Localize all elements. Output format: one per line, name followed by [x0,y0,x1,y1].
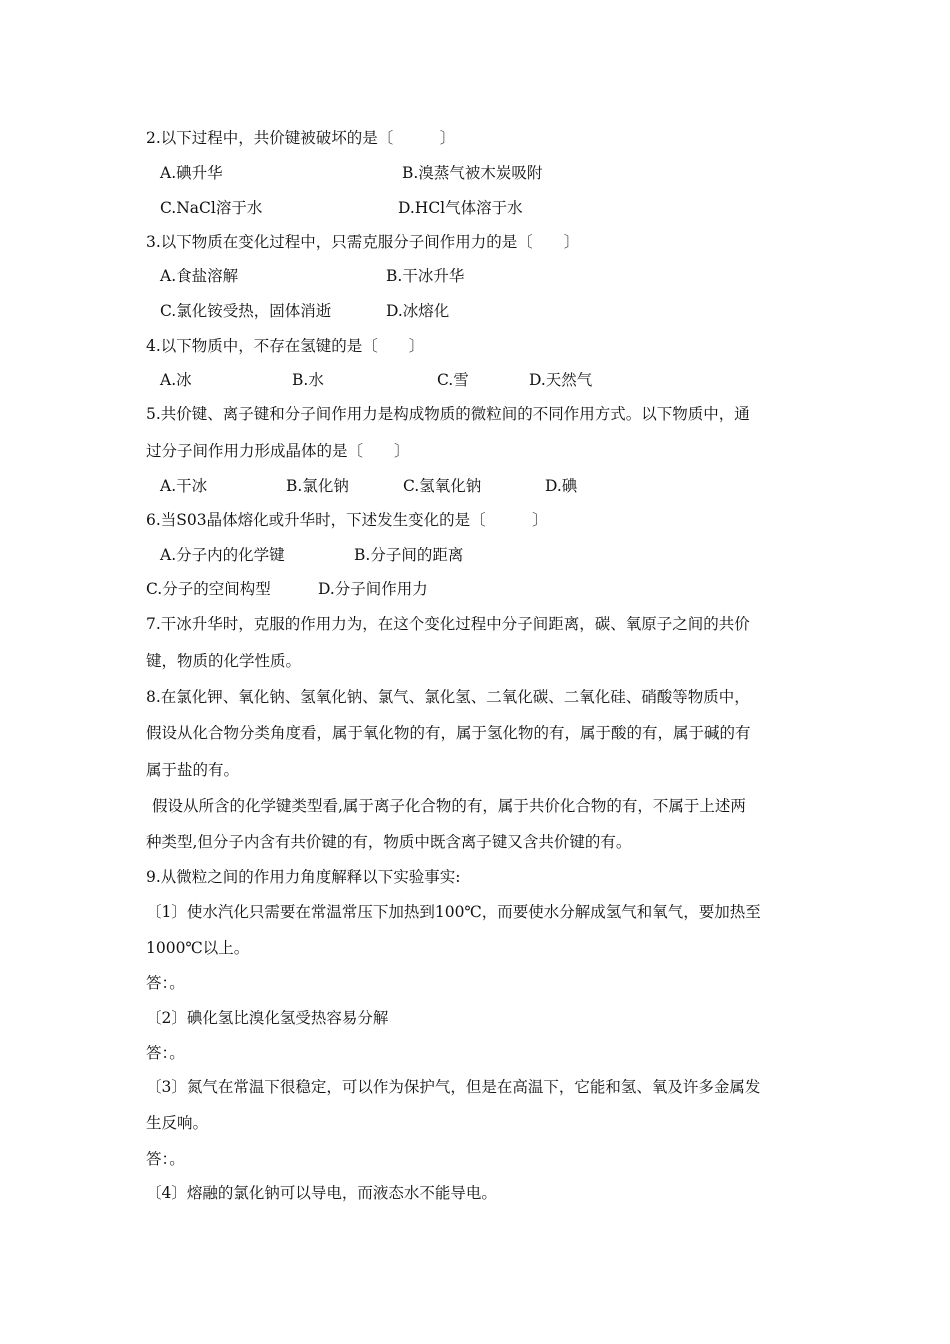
question-3-option-b: B.干冰升华 [386,267,465,285]
question-5-stem-line-2: 过分子间作用力形成晶体的是〔 〕 [146,442,410,460]
question-9-line-6: 〔4〕熔融的氯化钠可以导电，而液态水不能导电。 [146,1184,497,1202]
question-5-option-c: C.氢氧化钠 [403,477,482,495]
question-6-option-c: C.分子的空间构型 [146,580,271,598]
question-8-line-5: 种类型,但分子内含有共价键的有，物质中既含离子键又含共价键的有。 [146,833,632,851]
question-9-answer-3: 答：。 [146,1150,185,1168]
question-9-answer-1: 答：。 [146,974,185,992]
question-9-answer-2: 答：。 [146,1044,185,1062]
question-8-line-1: 8.在氯化钾、氧化钠、氢氧化钠、氯气、氯化氢、二氧化碳、二氧化硅、硝酸等物质中， [146,688,750,706]
question-9-line-4: 〔3〕氮气在常温下很稳定，可以作为保护气，但是在高温下，它能和氢、氧及许多金属发 [146,1078,761,1096]
question-2-option-d: D.HCl气体溶于水 [398,199,523,217]
question-3-stem: 3.以下物质在变化过程中，只需克服分子间作用力的是〔 〕 [146,233,580,251]
question-4-option-a: A.冰 [160,371,192,389]
question-5-option-d: D.碘 [545,477,578,495]
question-8-line-3: 属于盐的有。 [146,761,240,779]
question-6-option-a: A.分子内的化学键 [160,546,285,564]
question-4-stem: 4.以下物质中，不存在氢键的是〔 〕 [146,337,425,355]
question-2-option-b: B.溴蒸气被木炭吸附 [402,164,543,182]
question-9-line-3: 〔2〕碘化氢比溴化氢受热容易分解 [146,1009,389,1027]
question-9-line-5: 生反响。 [146,1114,209,1132]
question-3-option-a: A.食盐溶解 [160,267,239,285]
question-2-option-c: C.NaCl溶于水 [160,199,263,217]
question-5-option-b: B.氯化钠 [286,477,349,495]
question-5-option-a: A.干冰 [160,477,208,495]
question-2-stem: 2.以下过程中，共价键被破坏的是〔 〕 [146,129,456,147]
question-8-line-4: 假设从所含的化学键类型看,属于离子化合物的有，属于共价化合物的有，不属于上述两 [152,797,746,815]
question-6-option-d: D.分子间作用力 [318,580,428,598]
question-9-title: 9.从微粒之间的作用力角度解释以下实验事实: [146,868,461,886]
question-4-option-c: C.雪 [437,371,469,389]
question-3-option-d: D.冰熔化 [386,302,450,320]
question-7-line-2: 键，物质的化学性质。 [146,652,302,670]
question-8-line-2: 假设从化合物分类角度看，属于氧化物的有，属于氢化物的有，属于酸的有，属于碱的有 [146,724,751,742]
question-4-option-b: B.水 [292,371,324,389]
question-6-option-b: B.分子间的距离 [354,546,464,564]
question-7-line-1: 7.干冰升华时，克服的作用力为，在这个变化过程中分子间距离，碳、氧原子之间的共价 [146,615,750,633]
question-9-line-2: 1000℃以上。 [146,939,250,957]
question-4-option-d: D.天然气 [529,371,593,389]
question-2-option-a: A.碘升华 [160,164,223,182]
question-9-line-1: 〔1〕使水汽化只需要在常温常压下加热到100℃，而要使水分解成氢气和氧气，要加热至 [146,903,761,921]
question-3-option-c: C.氯化铵受热，固体消逝 [160,302,332,320]
question-5-stem-line-1: 5.共价键、离子键和分子间作用力是构成物质的微粒间的不同作用方式。以下物质中，通 [146,405,750,423]
question-6-stem: 6.当S03晶体熔化或升华时，下述发生变化的是〔 〕 [146,511,548,529]
